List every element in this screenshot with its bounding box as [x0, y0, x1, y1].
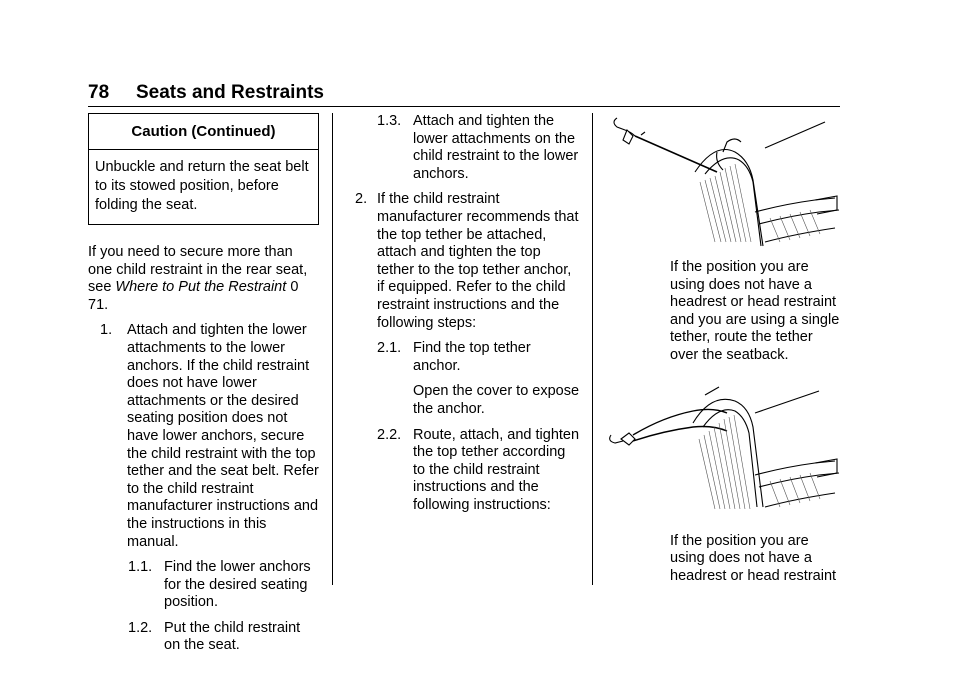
seat-dual-tether-illustration [605, 383, 840, 513]
step-2-2 [355, 427, 581, 515]
step-1-2 [88, 620, 320, 655]
step-text: If the child restraint manufacturer recommends that the top tether be attached, attach and tighten the top tether to the top tether anchor, if equipped. Refer to the child restraint instructions and the following steps: [377, 191, 579, 331]
column-3 [605, 112, 840, 585]
seat-dual-tether-icon [605, 383, 840, 513]
intro-text: If you need to secure more than one child restraint in the rear seat, see [88, 244, 308, 296]
step-1-1 [88, 559, 320, 612]
step-text: Route, attach, and tighten the top tether according to the child restraint instructions and the following instructions: [413, 426, 580, 513]
step-label: 1.3. [377, 113, 402, 129]
intro-paragraph [88, 244, 320, 314]
step-2-1 [355, 340, 581, 375]
step-text: Find the lower anchors for the desired seating position. [164, 559, 311, 611]
caution-box [88, 113, 319, 225]
step-label: 1.1. [128, 559, 153, 576]
page-header [88, 82, 840, 107]
seat-single-tether-icon [605, 112, 840, 247]
cross-reference-link[interactable]: Where to Put the Restraint [115, 279, 287, 296]
step-label: 2.1. [377, 340, 402, 357]
step-2-1-note: Open the cover to expose the anchor. [413, 383, 580, 417]
column-divider-2 [592, 113, 593, 585]
step-1-3 [355, 113, 581, 183]
step-label: 2. [355, 191, 368, 208]
step-text: Find the top tether anchor. [413, 340, 531, 374]
step-1 [88, 322, 320, 551]
caption-second: If the position you are using does not have a headrest or head restraint [670, 532, 837, 584]
caution-body: Unbuckle and return the seat belt to its stowed position, before folding the seat. [95, 159, 309, 213]
caution-title: Caution (Continued) [89, 114, 318, 150]
column-divider-1 [332, 113, 333, 585]
step-label: 1. [100, 322, 113, 339]
step-text: Attach and tighten the lower attachments on the child restraint to the lower anchors. [413, 113, 579, 182]
step-text: Put the child restraint on the seat. [164, 619, 301, 654]
page-reference[interactable]: 0 71 [88, 279, 299, 313]
step-label: 1.2. [128, 619, 153, 636]
caption-single-tether: If the position you are using does not have a headrest or head restraint and you are using a single tether, route the tether over the seatback. [670, 259, 840, 363]
step-label: 2.2. [377, 426, 402, 443]
column-1 [88, 113, 320, 655]
step-2 [355, 191, 581, 332]
intro-suffix: . [104, 296, 109, 313]
seat-single-tether-illustration [605, 112, 840, 247]
column-2 [355, 113, 581, 514]
section-title: Seats and Restraints [136, 82, 324, 103]
page-number: 78 [88, 82, 110, 103]
step-text: Attach and tighten the lower attachments to the lower anchors. If the child restraint does not have lower attachments or the desired seating position does not have lower anchors, secure the child restraint with the top tether and the seat belt. Refer to the child restraint manufacturer instructions and the instructions in this manual. [127, 322, 319, 550]
